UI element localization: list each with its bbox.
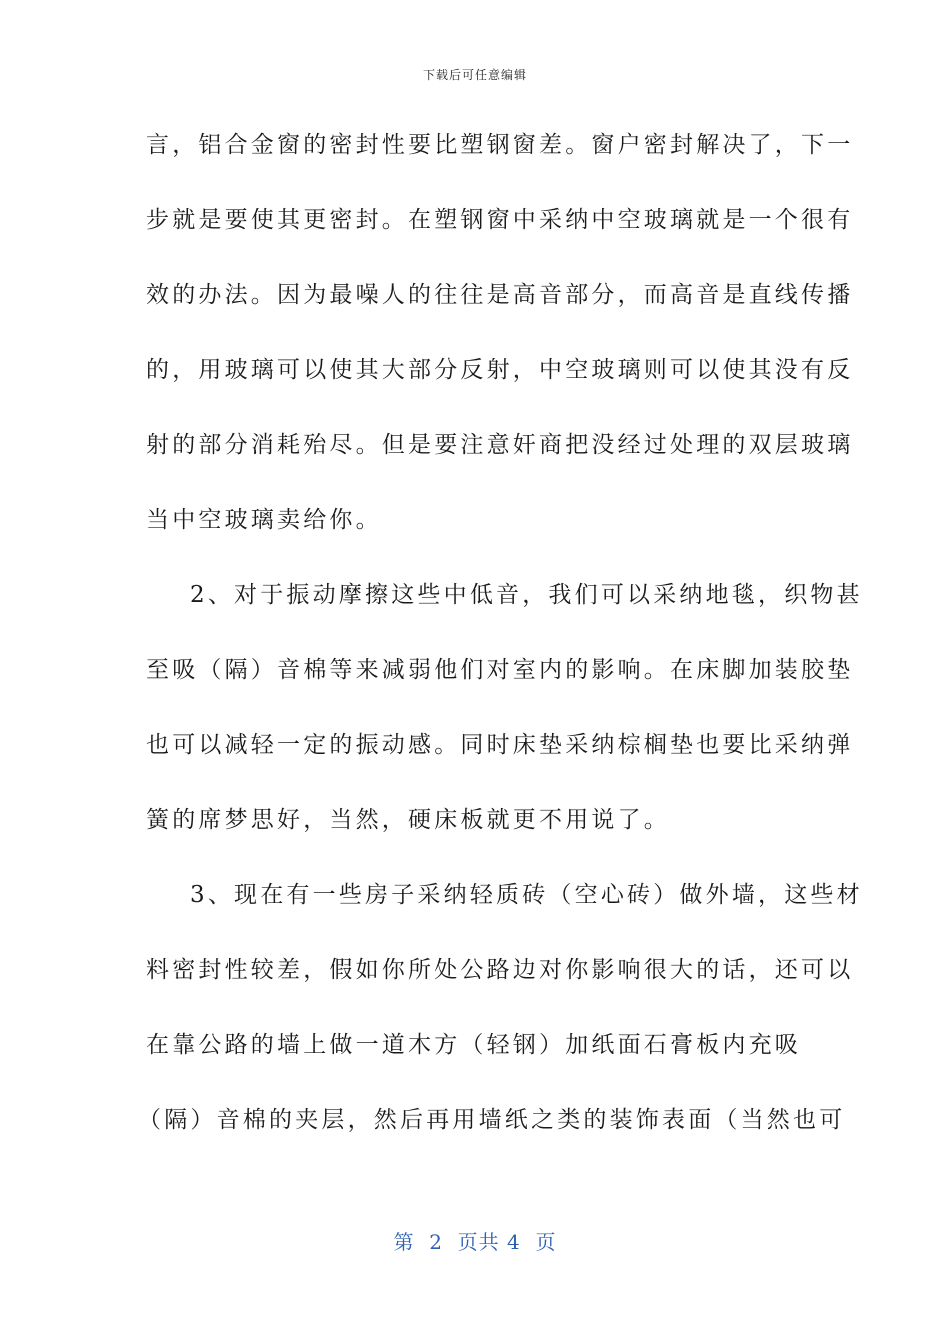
text-line: 也可以减轻一定的振动感。同时床垫采纳棕榈垫也要比采纳弹	[146, 732, 854, 758]
text-line: 言，铝合金窗的密封性要比塑钢窗差。窗户密封解决了，下一	[146, 132, 854, 158]
text-line: 效的办法。因为最噪人的往往是高音部分，而高音是直线传播	[146, 282, 854, 308]
text-line: 料密封性较差，假如你所处公路边对你影响很大的话，还可以	[146, 957, 854, 983]
text-line: 当中空玻璃卖给你。	[146, 507, 382, 533]
text-line: 簧的席梦思好，当然，硬床板就更不用说了。	[146, 807, 670, 833]
text-line: 步就是要使其更密封。在塑钢窗中采纳中空玻璃就是一个很有	[146, 207, 854, 233]
paragraph-3-first-line: 3、现在有一些房子采纳轻质砖（空心砖）做外墙，这些材	[190, 882, 863, 908]
text-line: 射的部分消耗殆尽。但是要注意奸商把没经过处理的双层玻璃	[146, 432, 854, 458]
text-line: 至吸（隔）音棉等来减弱他们对室内的影响。在床脚加装胶垫	[146, 657, 854, 683]
page-number: 第 2 页共 4 页	[393, 1230, 557, 1254]
header-note: 下载后可任意编辑	[422, 68, 527, 82]
text-line: 在靠公路的墙上做一道木方（轻钢）加纸面石膏板内充吸	[146, 1032, 801, 1058]
paragraph-2-first-line: 2、对于振动摩擦这些中低音，我们可以采纳地毯，织物甚	[190, 582, 863, 608]
text-line: （隔）音棉的夹层，然后再用墙纸之类的装饰表面（当然也可	[138, 1107, 846, 1133]
text-line: 的，用玻璃可以使其大部分反射，中空玻璃则可以使其没有反	[146, 357, 854, 383]
